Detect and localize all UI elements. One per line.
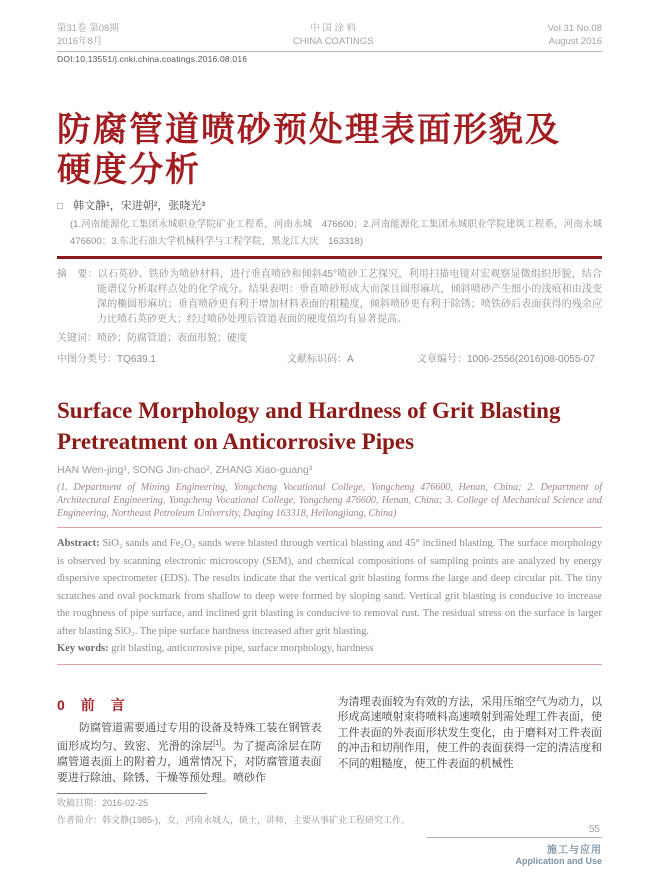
body-left-text-2: 。为了提高涂层在防腐管道表面上的附着力，通常情况下，对防腐管道表面要进行除油、除锈、干燥等预处理。喷砂作 [57,741,322,784]
header-journal-en: CHINA COATINGS [292,36,374,47]
header-vol-en: Vol.31 No.08 [547,23,602,34]
page-number: 55 [588,824,600,835]
keywords-cn-text: 喷砂；防腐管道；表面形貌；硬度 [97,333,247,344]
article-title-en-line1: Surface Morphology and Hardness of Grit Blasting [57,398,561,423]
header-date-en: August 2016 [548,36,602,47]
header-divider [57,51,602,52]
keywords-en [57,640,602,657]
authors-cn-row [57,197,602,213]
affiliation-en: (1. Department of Mining Engineering, Yongcheng Vocational College, Yongcheng 476600, Henan, China; 2. Department of Architectural Engineering, Yongcheng Vocational College, Yongcheng 476600, Henan, China; 3. College of Mechanical Science and Engineering, Northeast Petroleum University, Daqing 163318, Heilongjiang, China) [57,482,602,519]
header-issue-cn [57,22,119,48]
abstract-en-top-divider [57,527,602,528]
article-title-cn-line1: 防腐管道喷砂预处理表面形貌及 [57,111,561,149]
header-issue-line1: 第31卷 第08期 [57,23,119,34]
header-journal-cn: 中 国 涂 料 [310,23,357,34]
title-divider [57,256,602,259]
doi-line: DOI:10.13551/j.cnki.china.coatings.2016.08.016 [57,54,248,64]
section-heading-0: 0 前 言 [57,697,126,713]
footer-section-cn: 施工与应用 [547,845,602,856]
article-id: 文章编号：1006-2556(2016)08-0055-07 [417,354,595,365]
body-column-right [338,695,603,811]
footnote-divider [57,793,207,794]
footer-section-en: Application and Use [515,856,602,866]
reference-mark: [1] [213,740,222,748]
page-footer [427,824,602,866]
footnote-received-date: 收稿日期：2016-02-25 [57,798,149,809]
header-issue-line2: 2016年8月 [57,36,103,47]
author-marker-icon: □ [57,201,64,212]
body-column-left [57,695,322,811]
body-columns [57,695,602,811]
keywords-cn [57,329,602,344]
abstract-cn-text: 以石英砂、铁砂为喷砂材料，进行垂直喷砂和倾斜45°喷砂工艺探究，利用扫描电镜对宏观察显微组织形貌，结合能谱仪分析取样点处的化学成分。结果表明：垂直喷砂形成大而深且圆形麻坑，倾斜喷砂产生细小的浅痕和由浅变深的椭圆形麻坑；垂直喷砂更有利于增加材料表面的粗糙度，倾斜喷砂更有利于除锈；喷铁砂后表面获得的残余应力比喷石英砂更大；经过喷砂处理后管道表面的硬度值均有显著提高。 [97,269,603,325]
authors-en: HAN Wen-jing¹, SONG Jin-chao², ZHANG Xiao-guang³ [57,464,313,476]
journal-header [57,22,602,48]
keywords-en-label: Key words: [57,643,109,654]
affiliation-cn: (1.河南能源化工集团永城职业学院矿业工程系，河南永城 476600；2.河南能源化工集团永城职业学院建筑工程系，河南永城 476600；3.东北石油大学机械科学与工程学院，黑龙江大庆 163318) [70,219,612,247]
abstract-en-bottom-divider [57,664,602,665]
body-left-text-1: 防腐管道需要通过专用的设备及特殊工装在钢管表面形成均匀、致密、光滑的涂层 [57,722,322,754]
keywords-en-text: grit blasting, anticorrosive pipe, surface morphology, hardness [111,643,374,654]
body-paragraph-right: 为清理表面较为有效的方法，采用压缩空气为动力，以形成高速喷射束将喷料高速喷射到需处理工件表面，使工件表面的外表面形状发生变化，由于磨料对工件表面的冲击和切削作用，使工件的表面获得一定的清洁度和不同的粗糙度，使工件表面的机械性 [337,696,602,770]
authors-cn: 韩文静¹，宋进朝²，张晓光³ [73,200,206,212]
header-journal-name [293,22,374,48]
abstract-cn [57,267,602,327]
abstract-en-text: SiO₂ sands and Fe₂O₃ sands were blasted through vertical blasting and 45° inclined blasting. The surface morphology is observed by scanning electronic microscopy (SEM), and chemical compositions of sampling points are analyzed by energy dispersive spectrometer (EDS). The results indicate that the vertical grit blasting forms the large and deep circular pit. The tiny scratches and oval pockmark from shallow to deep were formed by sloping sand. Vertical grit blasting is conducive to increase the roughness of pipe surface, and inclined grit blasting is conducive to removal rust. The residual stress on the surface is larger after blasting SiO₂. The pipe surface hardness increased after grit blasting. [57,538,602,637]
keywords-cn-label: 关键词： [57,333,97,344]
body-paragraph-left [57,721,322,786]
document-code: 文献标识码：A [287,354,354,365]
abstract-cn-label: 摘 要： [57,269,98,280]
header-vol-date [548,22,602,48]
article-title-cn-line2: 硬度分析 [57,151,201,189]
article-title-en-line2: Pretreatment on Anticorrosive Pipes [57,429,415,454]
clc-number: 中图分类号：TQ639.1 [57,354,156,365]
footnote-author-bio: 作者简介：韩文静(1985-)，女，河南永城人，硕士，讲师，主要从事矿业工程研究工作。 [57,815,411,826]
footer-divider [427,837,602,838]
abstract-en [57,535,602,640]
article-title-cn [57,110,602,190]
abstract-en-label: Abstract: [57,538,100,549]
article-meta-row [57,350,602,365]
article-title-en [57,395,602,457]
